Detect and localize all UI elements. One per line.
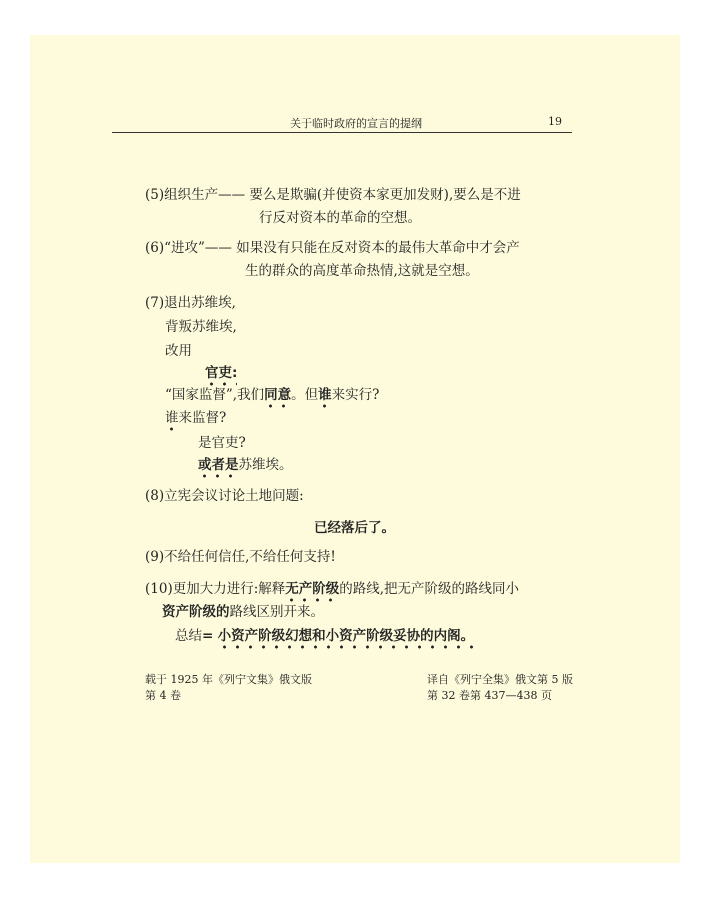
proletarian-emphasis: 无产阶级 [285,580,339,603]
item6-line1: (6)“进攻”—— 如果没有只能在反对资本的最伟大革命中才会产 [145,240,520,256]
running-header [112,114,572,133]
summary-label: 总结 [175,628,202,644]
item6-line2: 生的群众的高度革命热情,这就是空想。 [245,263,479,279]
item10-prefix: (10)更加大力进行:解释 [145,581,286,597]
petty-bourgeois-bold: 资产阶级的 [162,604,230,620]
or-emphasis: 或者是 [198,456,239,479]
item7-is-officials-line: 是官吏? [198,435,246,451]
state-control-text-a: “国家监督”,我们 [165,387,265,403]
state-control-text-c: 来实行? [331,387,380,403]
footer-left-line2: 第 4 卷 [145,689,181,702]
agree-emphasis: 同意 [264,386,291,409]
item10-line2 [162,603,324,621]
footer-left-line1: 载于 1925 年《列宁文集》俄文版 [145,673,312,686]
item10-line2-rest: 路线区别开来。 [229,604,324,620]
footer-right-line2: 第 32 卷第 437—438 页 [427,689,552,702]
item5-line1: (5)组织生产—— 要么是欺骗(并使资本家更加发财),要么是不进 [145,187,521,203]
soviet-text: 苏维埃。 [238,457,293,473]
who-emphasis: 谁 [318,386,332,409]
state-control-text-b: 。但 [291,387,319,403]
item7-supervise-line [165,409,226,432]
who2-emphasis: 谁 [165,409,179,432]
footer-right-line1: 译自《列宁全集》俄文第 5 版 [427,673,573,686]
item7-line3: 改用 [165,343,192,359]
item8-line1: (8)立宪会议讨论土地问题: [145,488,304,504]
page-background [30,35,680,863]
item9-line1: (9)不给任何信任,不给任何支持! [145,549,336,565]
item5-line2: 行反对资本的革命的空想。 [259,210,421,226]
item8-line2: 已经落后了。 [314,520,395,536]
item7-line2: 背叛苏维埃, [165,319,237,335]
item7-state-control-line [165,386,379,409]
page-number: 19 [548,115,562,128]
item7-line1: (7)退出苏维埃, [145,295,236,311]
item10-line1 [145,580,519,603]
item7-or-soviet-line [198,456,293,479]
supervise-text: 来监督? [178,410,227,426]
item7-officials-line [205,364,237,387]
summary-emphasis: 小资产阶级幻想和小资产阶级妥协的内阁。 [218,627,475,650]
item10-summary-line [175,627,474,650]
officials-emphasis: 官吏: [205,364,237,387]
summary-equals: = [202,628,214,644]
item10-mid: 的路线,把无产阶级的路线同小 [339,581,520,597]
header-title: 关于临时政府的宣言的提纲 [290,117,422,130]
